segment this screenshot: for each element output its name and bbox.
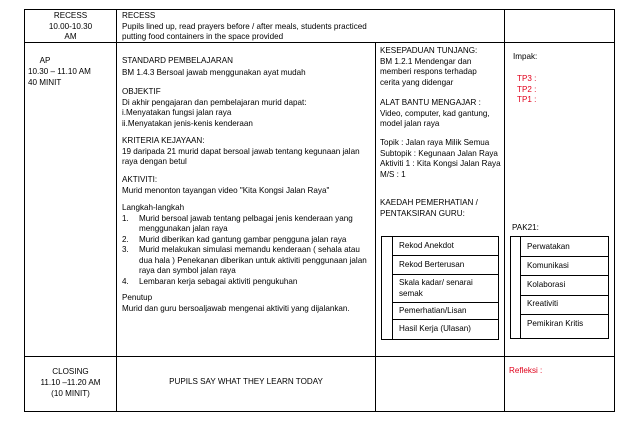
pak21-row-divider xyxy=(520,256,609,257)
table-border-left xyxy=(24,9,25,412)
pentaksiran-pemerhatian-lisan: Pemerhatian/Lisan xyxy=(399,305,467,315)
pak21-kreativiti: Kreativiti xyxy=(527,299,559,308)
langkah-title: Langkah-langkah xyxy=(122,203,185,212)
subtopik-line: Subtopik : Kegunaan Jalan Raya xyxy=(380,148,498,158)
pak21-row-divider xyxy=(520,275,609,276)
impak-title: Impak: xyxy=(513,52,538,61)
langkah-1-line1: Murid bersoal jawab tentang pelbagai jenis kenderaan yang xyxy=(139,213,353,223)
kesepaduan-title: KESEPADUAN TUNJANG: xyxy=(380,46,478,55)
standard-title: STANDARD PEMBELAJARAN xyxy=(122,56,233,65)
recess-time-label: RECESS xyxy=(53,11,88,20)
pentaksiran-row-divider xyxy=(392,319,499,320)
langkah-2-line1: Murid diberikan kad gantung gambar pengguna jalan raya xyxy=(139,234,347,244)
objektif-line1: Di akhir pengajaran dan pembelajaran murid dapat: xyxy=(122,97,307,107)
aktiviti-text: Murid menonton tayangan video "Kita Kongsi Jalan Raya" xyxy=(122,185,330,195)
main-time-label: AP xyxy=(39,56,51,65)
pak21-perwatakan: Perwatakan xyxy=(527,242,570,251)
kesepaduan-line2: memberi respons terhadap xyxy=(380,67,477,76)
closing-time-duration: (10 MINIT) xyxy=(51,389,90,398)
kaedah-title-line2: PENTAKSIRAN GURU: xyxy=(380,208,465,218)
impak-tp2: TP2 : xyxy=(517,84,537,94)
col-divider-1 xyxy=(116,9,117,412)
pak21-title: PAK21: xyxy=(512,223,539,232)
kesepaduan-line1: BM 1.2.1 Mendengar dan xyxy=(380,56,472,66)
pak21-row-divider xyxy=(520,314,609,315)
impak-tp1: TP1 : xyxy=(517,95,537,104)
objektif-line3: ii.Menyatakan jenis-kenis kenderaan xyxy=(122,118,253,128)
objektif-line2: i.Menyatakan fungsi jalan raya xyxy=(122,108,232,117)
recess-time-range: 10.00-10.30 xyxy=(48,21,93,31)
pentaksiran-row-divider xyxy=(392,255,499,256)
standard-text: BM 1.4.3 Bersoal jawab menggunakan ayat mudah xyxy=(122,68,306,77)
table-border-top xyxy=(24,9,615,10)
alat-line1: Video, computer, kad gantung, xyxy=(380,108,490,118)
pentaksiran-row-divider xyxy=(392,302,499,303)
langkah-3-num: 3. xyxy=(122,245,129,254)
pentaksiran-row-divider xyxy=(392,274,499,275)
pentaksiran-semak: semak xyxy=(399,288,423,298)
refleksi-label: Refleksi : xyxy=(509,366,543,375)
penutup-text: Murid dan guru bersoaljawab mengenai aktiviti yang dijalankan. xyxy=(122,303,350,313)
pak21-kolaborasi: Kolaborasi xyxy=(527,280,566,289)
recess-time-ampm: AM xyxy=(64,32,77,41)
impak-tp3: TP3 : xyxy=(517,74,537,83)
aktiviti1-line: Aktiviti 1 : Kita Kongsi Jalan Raya xyxy=(380,159,501,168)
alat-line2: model jalan raya xyxy=(380,119,440,128)
langkah-3-line1: Murid melakukan simulasi memandu kenderaan ( sehala atau xyxy=(139,245,360,254)
kriteria-title: KRITERIA KEJAYAAN: xyxy=(122,136,205,145)
col-divider-2 xyxy=(375,42,376,412)
col-divider-3 xyxy=(504,9,505,412)
langkah-4-line1: Lembaran kerja sebagai aktiviti pengukuhan xyxy=(139,276,298,286)
langkah-1-num: 1. xyxy=(122,213,129,223)
table-border-right xyxy=(614,9,615,412)
row-divider-2 xyxy=(24,356,615,357)
alat-title: ALAT BANTU MENGAJAR : xyxy=(380,98,481,107)
closing-content: PUPILS SAY WHAT THEY LEARN TODAY xyxy=(169,377,323,386)
langkah-3-line3: raya dan symbol jalan raya xyxy=(139,266,236,275)
muka-surat-line: M/S : 1 xyxy=(380,169,406,179)
kaedah-title-line1: KAEDAH PEMERHATIAN / xyxy=(380,198,478,207)
penutup-title: Penutup xyxy=(122,293,153,302)
pak21-pemikiran-kritis: Pemikiran Kritis xyxy=(527,319,584,328)
kriteria-line2: raya dengan betul xyxy=(122,157,187,166)
table-border-bottom xyxy=(24,411,615,412)
kriteria-line1: 19 daripada 21 murid dapat bersoal jawab tentang kegunaan jalan xyxy=(122,146,360,156)
closing-time-label: CLOSING xyxy=(52,367,89,376)
topik-line: Topik : Jalan raya Milik Semua xyxy=(380,138,490,147)
pentaksiran-hasil-kerja: Hasil Kerja (Ulasan) xyxy=(399,324,471,333)
recess-description-line1: Pupils lined up, read prayers before / after meals, students practiced xyxy=(122,21,367,31)
pentaksiran-rekod-berterusan: Rekod Berterusan xyxy=(399,260,465,269)
pentaksiran-skala-kadar: Skala kadar/ senarai xyxy=(399,278,473,287)
langkah-3-line2: dua hala ) Penekanan diberikan untuk aktiviti penggunaan jalan xyxy=(139,255,367,265)
langkah-1-line2: menggunakan jalan raya xyxy=(139,224,228,233)
recess-description-line2: putting food containers in the space provided xyxy=(122,32,284,41)
pak21-komunikasi: Komunikasi xyxy=(527,261,569,270)
main-time-duration: 40 MINIT xyxy=(28,77,62,87)
pak21-row-divider xyxy=(520,295,609,296)
closing-time-range: 11.10 –11.20 AM xyxy=(40,378,101,387)
recess-heading: RECESS xyxy=(122,11,156,20)
main-time-range: 10.30 – 11.10 AM xyxy=(28,67,91,76)
langkah-2-num: 2. xyxy=(122,234,129,244)
objektif-title: OBJEKTIF xyxy=(122,87,161,96)
langkah-4-num: 4. xyxy=(122,276,129,286)
pentaksiran-rekod-anekdot: Rekod Anekdot xyxy=(399,241,454,250)
kesepaduan-line3: cerita yang didengar xyxy=(380,77,454,87)
aktiviti-title: AKTIVITI: xyxy=(122,175,158,184)
